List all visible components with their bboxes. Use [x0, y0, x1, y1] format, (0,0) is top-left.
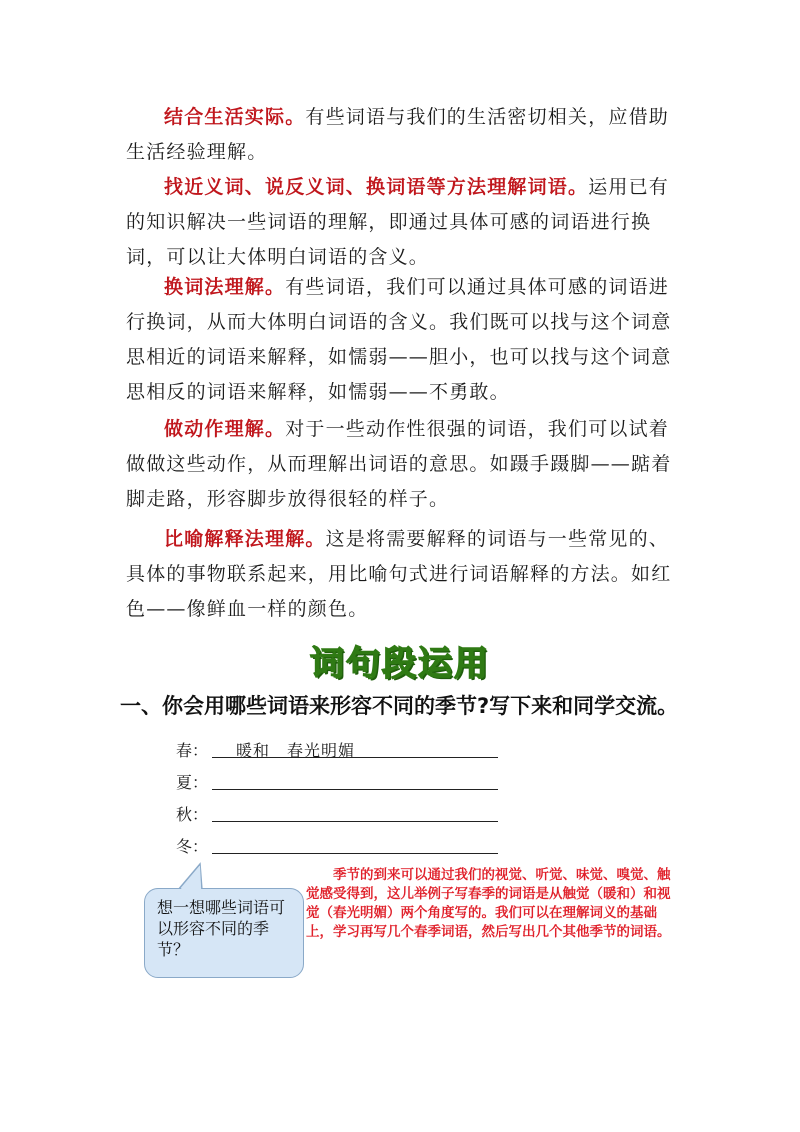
answer-line	[212, 789, 498, 790]
season-row-summer[interactable]	[176, 766, 506, 796]
exercise-question: 一、你会用哪些词语来形容不同的季节?写下来和同学交流。	[120, 694, 679, 718]
paragraph-synonym-antonym	[126, 170, 678, 275]
answer-line	[212, 757, 498, 758]
paragraph-body: 有些词语与我们的生活密切相关，应借助生活经验理解。	[126, 106, 670, 163]
season-label: 春：	[176, 741, 209, 760]
section-title: 词句段运用	[310, 644, 490, 684]
paragraph-body: 运用已有的知识解决一些词语的理解，即通过具体可感的词语进行换词，可以让大体明白词语的含义。	[126, 176, 670, 268]
paragraph-body: 这是将需要解释的词语与一些常见的、具体的事物联系起来，用比喻句式进行词语解释的方法。如红色——像鲜血一样的颜色。	[126, 528, 672, 620]
teacher-note: 季节的到来可以通过我们的视觉、听觉、味觉、嗅觉、触觉感受得到，这儿举例子写春季的词语是从触觉（暖和）和视觉（春光明媚）两个角度写的。我们可以在理解词义的基础上，学习再写几个春季词语，然后写出几个其他季节的词语。	[306, 867, 671, 940]
season-answer: 暖和 春光明媚	[236, 741, 356, 760]
season-row-winter[interactable]	[176, 830, 506, 860]
season-label: 冬：	[176, 837, 209, 856]
paragraph-word-substitution	[126, 270, 678, 410]
season-row-autumn[interactable]	[176, 798, 506, 828]
paragraph-act-out	[126, 412, 678, 517]
paragraph-heading: 做动作理解。	[164, 418, 286, 440]
paragraph-body: 有些词语，我们可以通过具体可感的词语进行换词，从而大体明白词语的含义。我们既可以找与这个词意思相近的词语来解释，如懦弱——胆小，也可以找与这个词意思相反的词语来解释，如懦弱——不勇敢。	[126, 276, 672, 403]
season-row-spring[interactable]	[176, 734, 506, 764]
paragraph-metaphor	[126, 522, 678, 627]
paragraph-heading: 结合生活实际。	[164, 106, 306, 128]
answer-line	[212, 821, 498, 822]
paragraph-heading: 换词法理解。	[164, 276, 286, 298]
bubble-text: 想一想哪些词语可以形容不同的季节？	[144, 888, 304, 978]
paragraph-life-experience	[126, 100, 678, 170]
paragraph-heading: 比喻解释法理解。	[164, 528, 326, 550]
answer-line	[212, 853, 498, 854]
paragraph-heading: 找近义词、说反义词、换词语等方法理解词语。	[164, 176, 589, 198]
thinking-bubble	[144, 862, 304, 978]
paragraph-body: 对于一些动作性很强的词语，我们可以试着做做这些动作，从而理解出词语的意思。如蹑手蹑脚——踮着脚走路，形容脚步放得很轻的样子。	[126, 418, 672, 510]
season-label: 秋：	[176, 805, 209, 824]
season-label: 夏：	[176, 773, 209, 792]
